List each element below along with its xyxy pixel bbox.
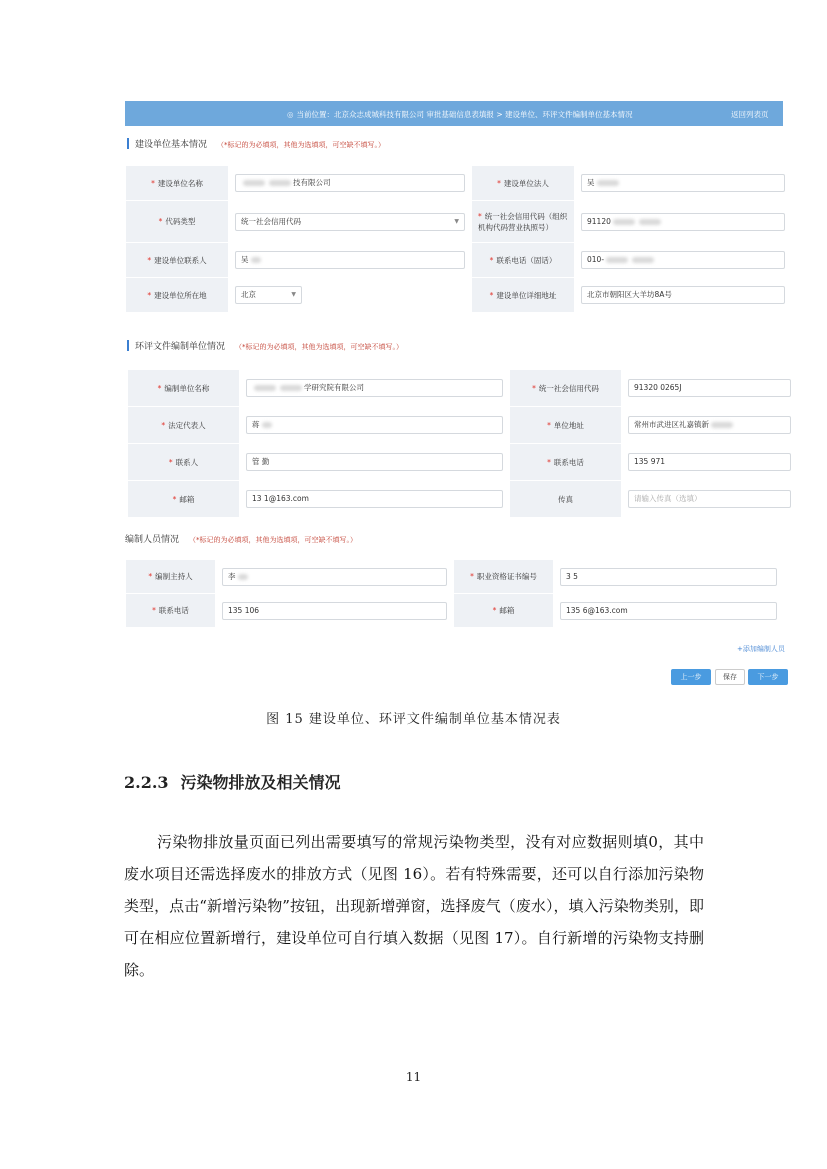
figure-caption: 图 15 建设单位、环评文件编制单位基本情况表 [266, 712, 561, 727]
author-info-table [127, 369, 795, 518]
code-type-select[interactable]: 统一社会信用代码 ▼ [235, 213, 465, 231]
table-row: * 联系人 管 勤 * 联系电话 135 971 [128, 444, 796, 481]
phone-input[interactable]: 010- [581, 251, 785, 269]
chevron-down-icon: ▼ [454, 217, 459, 225]
representative-input[interactable]: 蒋 [246, 416, 503, 434]
body-paragraph: 污染物排放量页面已列出需要填写的常规污染物类型，没有对应数据则填0，其中废水项目还需选择废水的排放方式（见图 16）。若有特殊需要，还可以自行添加污染物类型，点击“新增污染物”按钮，出现新增弹窗，选择废气（废水），填入污染物类别，即可在相应位置新增行，建设单位可自行填入数据（见图 17）。自行新增的污染物支持删除。 [124, 833, 704, 979]
next-step-button[interactable]: 下一步 [748, 669, 788, 685]
author-name-input[interactable]: 学研究院有限公司 [246, 379, 503, 397]
prev-step-button[interactable]: 上一步 [671, 669, 711, 685]
table-row: * 邮箱 13 1@163.com 传真 请输入传真（选填） [128, 481, 796, 518]
table-row: * 法定代表人 蒋 * 单位地址 常州市武进区礼嘉镇新 [128, 407, 796, 444]
table-row: * 建设单位名称 技有限公司 * 建设单位法人 吴 [126, 166, 792, 201]
table-row: * 建设单位联系人 吴 * 联系电话（固话） 010- [126, 243, 792, 278]
chevron-down-icon: ▼ [291, 291, 296, 298]
section-title-builder: 建设单位基本情况 （*标记的为必填项，其他为选填项，可空缺不填写。） [127, 137, 385, 150]
address-input[interactable]: 北京市朝阳区大羊坊8A号 [581, 286, 785, 304]
table-row: * 建设单位所在地 北京 ▼ * 建设单位详细地址 北京市朝阳区大羊坊8A号 [126, 278, 792, 313]
staff-email-input[interactable]: 135 6@163.com [560, 602, 777, 620]
breadcrumb: ◎ 当前位置：北京众志成城科技有限公司 审批基础信息表填报 > 建设单位、环评文件编制单位基本情况 [287, 110, 633, 119]
staff-info-table [125, 559, 784, 628]
builder-info-table [125, 165, 792, 313]
table-row: * 代码类型 统一社会信用代码 ▼ * 统一社会信用代码（组织机构代码营业执照号） 91120 [126, 201, 792, 243]
breadcrumb-bar [125, 101, 783, 126]
table-row: * 编制主持人 李 * 职业资格证书编号 3 5 [126, 560, 784, 594]
staff-phone-input[interactable]: 135 106 [222, 602, 447, 620]
form-screenshot [125, 101, 795, 691]
section-title-staff: 编制人员情况 （*标记的为必填项，其他为选填项，可空缺不填写。） [125, 535, 358, 545]
add-staff-link[interactable]: +添加编制人员 [737, 645, 785, 653]
author-credit-code-input[interactable]: 91320 0265J [628, 379, 791, 397]
table-row: * 编制单位名称 学研究院有限公司 * 统一社会信用代码 91320 0265J [128, 370, 796, 407]
fax-input[interactable]: 请输入传真（选填） [628, 490, 791, 508]
save-button[interactable]: 保存 [715, 669, 745, 685]
credit-code-input[interactable]: 91120 [581, 213, 785, 231]
author-phone-input[interactable]: 135 971 [628, 453, 791, 471]
host-input[interactable]: 李 [222, 568, 447, 586]
author-email-input[interactable]: 13 1@163.com [246, 490, 503, 508]
location-select[interactable]: 北京 ▼ [235, 286, 302, 304]
section-heading: 2.2.3 污染物排放及相关情况 [124, 773, 341, 792]
section-title-author: 环评文件编制单位情况 （*标记的为必填项，其他为选填项，可空缺不填写。） [127, 339, 403, 352]
section-marker [127, 138, 129, 149]
builder-name-input[interactable]: 技有限公司 [235, 174, 465, 192]
contact-input[interactable]: 吴 [235, 251, 465, 269]
legal-person-input[interactable]: 吴 [581, 174, 785, 192]
author-address-input[interactable]: 常州市武进区礼嘉镇新 [628, 416, 791, 434]
section-marker [127, 340, 129, 351]
page-number: 11 [405, 1070, 422, 1084]
table-row: * 联系电话 135 106 * 邮箱 135 6@163.com [126, 594, 784, 628]
location-pin-icon: ◎ [287, 110, 294, 119]
cert-number-input[interactable]: 3 5 [560, 568, 777, 586]
back-to-list-link[interactable]: 返回列表页 [731, 110, 769, 119]
author-contact-input[interactable]: 管 勤 [246, 453, 503, 471]
